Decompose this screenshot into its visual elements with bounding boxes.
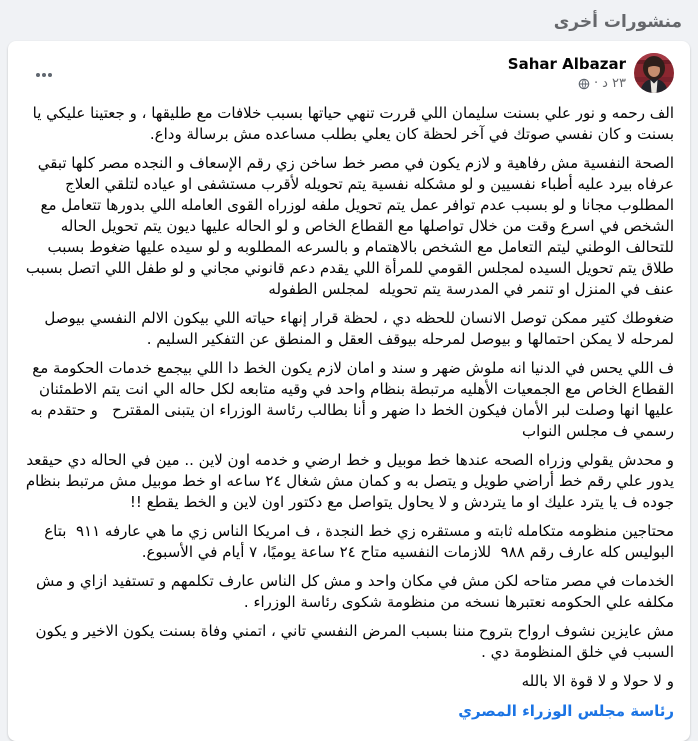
ellipsis-icon (36, 73, 40, 77)
post-card (8, 41, 690, 741)
post-paragraph: الصحة النفسية مش رفاهية و لازم يكون في مصر خط ساخن زي رقم الإسعاف و النجده مصر كلها تبقي عرفاه بيرد عليه أطباء نفسيين و لو مشكله نفسية يتم تحويله لأقرب مستشفى او عياده لتلقي العلاج المطلوب مجانا و لو بسبب عدم توافر عمل يتم تحويل ملفه لوزراه القوى العامله اللي بدورها تتعامل مع الشخص في اسرع وقت من خلال تواصلها مع القطاع الخاص و لو الحاله عليها ديون يتم تحويل الحاله للتحالف الوطني ليتم التعامل مع الشخص بالاهتمام و بالسرعه المطلوبه و لو سيده عليها ضغوط بسبب طلاق يتم تحويل السيده لمجلس القومي للمرأة اللي يقدم دعم قانوني مجاني و لو طفل اللي اتصل بسبب عنف في المنزل او تنمر في المدرسة يتم تحويله لمجلس الطفوله (21, 154, 674, 298)
page-mention-link[interactable]: رئاسة مجلس الوزراء المصري (458, 702, 674, 720)
post-paragraph: محتاجين منظومه متكامله ثابته و مستقره زي خط النجدة ، ف امريكا الناس زي ما هي عارفه ٩١١ بتاع البوليس كله عارف رقم ٩٨٨ للازمات النفسيه متاح ٢٤ ساعة يوميًا، ٧ أيام في الأسبوع. (39, 522, 674, 561)
author-name[interactable]: Sahar Albazar (507, 55, 626, 73)
post-paragraph: ف اللي يحس في الدنيا انه ملوش ضهر و سند و امان لازم يكون الخط دا اللي بيجمع خدمات الحكومة مع القطاع الخاص مع الجمعيات الأهليه مرتبطة بنظام واحد في وقيه متابعه لكل حاله الي انت يتم الاطمئنان عليها انها وصلت لبر الأمان فيكون الخط دا ضهر و أنا بطالب رئاسة الوزراء ان يتبنى المقترح و حتقدم به رسمي ف مجلس النواب (25, 359, 674, 440)
section-header: منشورات أخرى (553, 12, 682, 32)
post-paragraph: ضغوطك كتير ممكن توصل الانسان للحظه دي ، لحظة قرار إنهاء حياته اللي بيكون الالم النفسي بيوصل لمرحله لا يمكن احتمالها و بيوصل لمرحله بيوقف العقل و المنطق عن التفكير السليم . (39, 309, 674, 348)
avatar[interactable] (634, 53, 674, 93)
ellipsis-icon (48, 73, 52, 77)
post-paragraph: الخدمات في مصر متاحه لكن مش في مكان واحد و مش كل الناس عارف تكلمهم و تستفيد ازاي و مش مكلفه علي الحكومه نعتبرها نسخه من منظومة شكوى رئاسة الوزراء . (31, 572, 674, 611)
globe-icon (578, 78, 590, 90)
post-paragraph: و محدش يقولي وزراه الصحه عندها خط موبيل و خط ارضي و خدمه اون لاين .. مين في الحاله دي حيقعد يدور علي رقم خط أراضي طويل و يتصل به و كمان مش شغال ٢٤ ساعه او خط موبيل مش مرتبط بنظام جوده ف يا يترد عليك او ما يتردش و لا يحاول يتواصل مع دكتور اون لاين و الخط يقطع !! (21, 451, 674, 511)
post-paragraph: مش عايزين نشوف ارواح بتروح مننا بسبب المرض النفسي تاني ، اتمني وفاة بسنت يكون الاخير و يكون السبب في خلق المنظومة دي . (30, 622, 674, 661)
avatar-image (634, 53, 674, 93)
post-timestamp[interactable]: ٢٣ د (602, 76, 626, 91)
post-options-button[interactable] (30, 67, 58, 83)
post-header (24, 53, 674, 93)
post-paragraph: الف رحمه و نور علي بسنت سليمان اللي قررت تنهي حياتها بسبب خلافات مع طليقها ، و جعتينا عليكي يا بسنت و كان نفسي صوتك في آخر لحظة كان يعلي بطلب مساعده مش برسالة وداع. (27, 104, 674, 143)
post-meta (508, 76, 626, 92)
meta-separator: · (593, 76, 599, 91)
post-paragraph: و لا حولا و لا قوة الا بالله (521, 672, 674, 690)
post-body (21, 103, 674, 720)
author-block (508, 53, 626, 92)
ellipsis-icon (42, 73, 46, 77)
